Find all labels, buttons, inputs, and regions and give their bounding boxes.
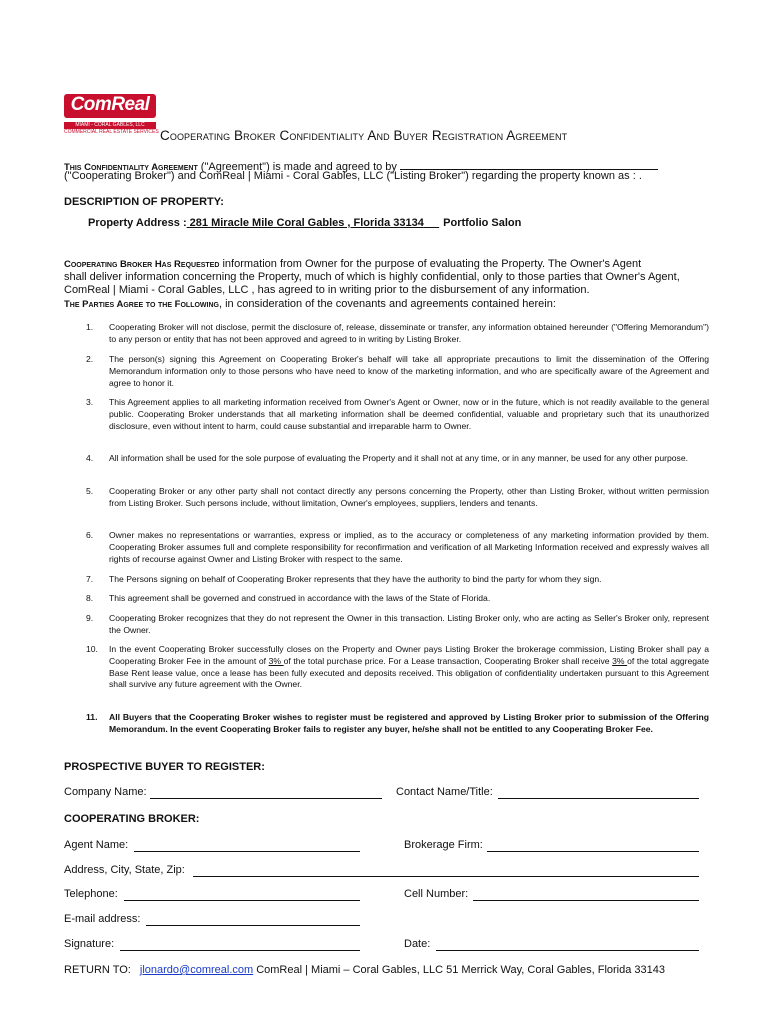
signature-label: Signature: [64,938,115,950]
address-label: Address, City, State, Zip: [64,864,185,876]
logo-subtitle: MIAMI - CORAL GABLES, LLC [64,122,156,129]
item-number: 2. [86,354,94,364]
item-number: 7. [86,574,94,584]
buyer-heading: PROSPECTIVE BUYER TO REGISTER: [64,761,265,773]
requested-lead: Cooperating Broker Has Requested [64,259,220,270]
item-text: Owner makes no representations or warranties, express or implied, as to the accuracy or completeness of any marketing information provided by them. Cooperating Broker assumes full and complete responsibility for reconfirmation and verification of all Marketing Information received and expressly waives all rights of recourse against Owner and Listing Broker with respect to the same. [109,530,709,564]
telephone-label: Telephone: [64,888,118,900]
item-number: 9. [86,613,94,623]
property-name: Portfolio Salon [443,217,522,229]
return-email-link[interactable]: jlonardo@comreal.com [139,964,254,976]
broker-heading: COOPERATING BROKER: [64,813,200,825]
item-text: The person(s) signing this Agreement on Cooperating Broker's behalf will take all appropriate precautions to limit the dissemination of the Offering Memorandum information only to those persons who have need to know of the marketing information, and who are specifically aware of the Agreement and agree to honor it. [109,354,709,388]
item-number: 8. [86,593,94,603]
parties-lead: The Parties Agree to the Following [64,298,219,310]
item-text: Cooperating Broker will not disclose, permit the disclosure of, release, disseminate or transfer, any information obtained hereunder ("Offering Memorandum") to any person or entity that has not been approved and agreed to in writing by Listing Broker. [109,322,709,344]
logo-brand: ComReal [64,94,156,118]
item-text: The Persons signing on behalf of Cooperating Broker represents that they have the authority to bind the party for whom they sign. [109,574,602,584]
email-label: E-mail address: [64,913,141,925]
property-address-gap [424,217,439,229]
item-text: Cooperating Broker or any other party shall not contact directly any persons concerning the Property, other than Listing Broker, without written permission from Listing Broker. Such persons include, without limitation, Owner's employees, suppliers, lenders and tenants. [109,486,709,508]
comreal-logo [64,94,160,142]
agreed-by-field[interactable] [400,158,658,170]
requested-line-2: shall deliver information concerning the Property, much of which is highly confidential, only to those parties that Owner's Agent, [64,271,680,284]
item-number: 6. [86,530,94,540]
intro-line-2: ("Cooperating Broker") and ComReal | Miami - Coral Gables, LLC ("Listing Broker") regarding the property known as : . [64,170,642,182]
agent-name-field[interactable] [134,851,360,852]
item-text: This Agreement applies to all marketing information received from Owner's Agent or Owner, now or in the future, which is not readily available to the general public. Cooperating Broker understands that all marketing information shall be deemed confidential, valuable and proprietary such that its unauthorized disclosure, even without intent to harm, could cause substantial and irreparable harm to Owner. [109,397,709,431]
property-address-line [88,217,521,230]
contact-name-field[interactable] [498,798,699,799]
return-to-line [64,964,665,976]
contact-name-label: Contact Name/Title: [396,786,493,798]
intro-text-1: ("Agreement") is made and agreed to by [197,161,400,173]
logo-tagline: COMMERCIAL REAL ESTATE SERVICES [64,129,159,135]
item-number: 5. [86,486,94,496]
item-text: All information shall be used for the sole purpose of evaluating the Property and it shall not at any time, or in any manner, be used for any other purpose. [109,453,688,463]
parties-text: , in consideration of the covenants and agreements contained herein: [218,297,556,310]
property-address-label: Property Address : [88,217,187,229]
item-text: This agreement shall be governed and construed in accordance with the laws of the State of Florida. [109,593,491,603]
page-title-text: Cooperating Broker Confidentiality And Buyer Registration Agreement [160,128,568,143]
item-text: Cooperating Broker recognizes that they do not represent the Owner in this transaction. Listing Broker only, who are acting as Seller's Broker only, represent the Owner. [109,613,709,635]
requested-line-3: ComReal | Miami - Coral Gables, LLC , has agreed to in writing prior to the disbursement of any information. [64,284,590,297]
brokerage-firm-label: Brokerage Firm: [404,839,483,851]
requested-paragraph [64,258,710,311]
item-number: 11. [86,712,98,722]
item-number: 4. [86,453,94,463]
signature-field[interactable] [120,950,360,951]
property-address-value: 281 Miracle Mile Coral Gables , Florida 33134 [186,217,424,229]
item-10-text-c: of the total aggregate Base Rent lease value, once a lease has been fully executed and deposits received. This obligation of confidentiality undertaken pursuant to this Agreement shall survive any future agreement with the Owner. [109,655,710,690]
item-text [109,644,709,691]
item-text: All Buyers that the Cooperating Broker wishes to register must be registered and approved by Listing Broker prior to submission of the Offering Memorandum. In the event Cooperating Broker fails to register any buyer, he/she shall not be entitled to any Cooperating Broker Fee. [109,712,709,734]
company-name-field[interactable] [150,798,382,799]
cell-number-label: Cell Number: [404,888,469,900]
address-field[interactable] [193,876,699,877]
item-number: 3. [86,397,94,407]
page-title [160,128,567,143]
cooperating-fee-percent: 3% [268,655,284,666]
item-number: 10. [86,644,98,654]
return-to-label: RETURN TO: [64,964,131,976]
date-label: Date: [404,938,431,950]
date-field[interactable] [436,950,699,951]
item-number: 1. [86,322,94,332]
item-10-text-b: of the total purchase price. For a Lease transaction, Cooperating Broker shall receive [283,655,613,666]
agent-name-label: Agent Name: [64,839,129,851]
telephone-field[interactable] [124,900,360,901]
item-10-text-a: In the event Cooperating Broker successfully closes on the Property and Owner pays Listing Broker the brokerage commission, Listing Broker shall pay a Cooperating Broker Fee in the amount of [109,644,709,666]
cell-number-field[interactable] [473,900,699,901]
requested-line-1: information from Owner for the purpose of evaluating the Property. The Owner's Agent [219,258,642,270]
company-name-label: Company Name: [64,786,147,798]
email-field[interactable] [146,925,360,926]
return-address: ComReal | Miami – Coral Gables, LLC 51 Merrick Way, Coral Gables, Florida 33143 [253,964,665,976]
lease-fee-percent: 3% [612,655,628,666]
intro-lead: This Confidentiality Agreement [64,162,198,173]
brokerage-firm-field[interactable] [487,851,699,852]
description-heading: DESCRIPTION OF PROPERTY: [64,196,224,208]
